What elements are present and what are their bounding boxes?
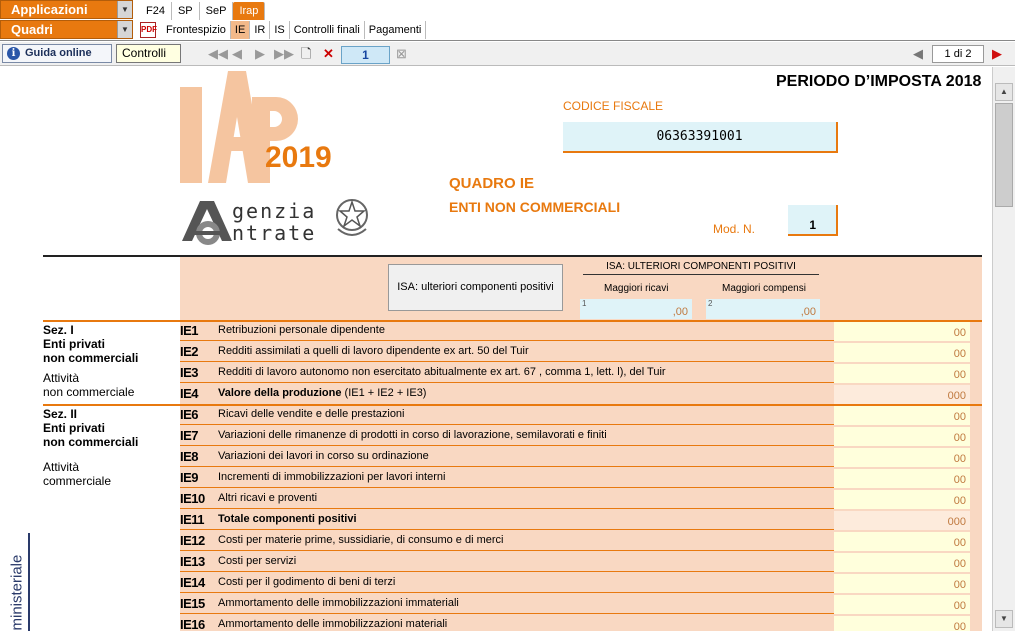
chevron-down-icon[interactable]: ▼	[117, 21, 132, 38]
tab-irap[interactable]: Irap	[233, 2, 265, 20]
vertical-scrollbar[interactable]	[992, 67, 1015, 631]
next-page-icon[interactable]: ▶	[255, 46, 265, 61]
row-total-field: 000	[834, 385, 970, 404]
prev-module-icon[interactable]: ◀	[913, 46, 923, 61]
chevron-down-icon[interactable]: ▼	[117, 1, 132, 18]
row-value-field[interactable]: 00	[834, 364, 970, 383]
row-value-field[interactable]: 00	[834, 595, 970, 614]
scroll-up-icon[interactable]: ▲	[995, 83, 1013, 101]
tab-sep[interactable]: SeP	[200, 2, 234, 20]
table-row	[180, 614, 834, 631]
section-1-title: Sez. I	[43, 323, 74, 337]
section-2-title: Sez. II	[43, 407, 78, 421]
tab-controlli-finali[interactable]: Controlli finali	[290, 21, 365, 39]
quadro-subtitle: ENTI NON COMMERCIALI	[449, 199, 621, 215]
table-row	[180, 404, 834, 425]
italian-emblem-icon	[334, 195, 370, 241]
tab-is[interactable]: IS	[270, 21, 289, 39]
row-code: IE11	[180, 512, 205, 527]
field-number: 2	[708, 299, 713, 308]
row-value-field[interactable]: 00	[834, 616, 970, 631]
table-row	[180, 593, 834, 614]
row-code: IE14	[180, 575, 205, 590]
first-page-icon[interactable]: ◀◀	[208, 46, 228, 61]
pdf-icon[interactable]: PDF	[140, 22, 156, 38]
close-page-icon[interactable]: ⊠	[396, 46, 407, 61]
row-desc: Ammortamento delle immobilizzazioni immateriali	[218, 597, 459, 609]
mod-number-field[interactable]: 1	[788, 205, 838, 236]
new-page-icon[interactable]: 🗋	[301, 46, 312, 61]
agenzia-text: genzia	[232, 199, 317, 223]
row-desc: Variazioni dei lavori in corso su ordinazione	[218, 450, 429, 462]
row-code: IE6	[180, 407, 199, 422]
section-1-sub2: non commerciale	[43, 385, 135, 399]
row-code: IE8	[180, 449, 199, 464]
row-desc: Redditi di lavoro autonomo non esercitato abitualmente ex art. 67 , comma 1, lett. l), del Tuir	[218, 366, 666, 378]
page-count: 1 di 2	[932, 45, 984, 63]
row-value-field[interactable]: 00	[834, 490, 970, 509]
row-code: IE3	[180, 365, 199, 380]
row-desc: Costi per servizi	[218, 555, 297, 567]
table-row	[180, 320, 834, 341]
codice-fiscale-field[interactable]: 06363391001	[563, 122, 838, 153]
codice-fiscale-label: CODICE FISCALE	[563, 99, 664, 113]
isa-maggiori-compensi-field[interactable]	[706, 299, 820, 319]
top-tabs	[140, 2, 265, 20]
applicazioni-dropdown[interactable]	[0, 0, 133, 19]
scroll-down-icon[interactable]: ▼	[995, 610, 1013, 628]
row-code: IE7	[180, 428, 199, 443]
next-module-icon[interactable]: ▶	[992, 46, 1002, 61]
row-code: IE16	[180, 617, 205, 631]
row-code: IE13	[180, 554, 205, 569]
row-code: IE15	[180, 596, 205, 611]
row-desc: Redditi assimilati a quelli di lavoro dipendente ex art. 50 del Tuir	[218, 345, 529, 357]
row-code: IE10	[180, 491, 205, 506]
section-1-line2: non commerciali	[43, 351, 139, 365]
tab-f24[interactable]: F24	[140, 2, 172, 20]
table-row	[180, 341, 834, 362]
controlli-tooltip: Controlli	[116, 44, 181, 63]
table-row	[180, 572, 834, 593]
row-desc-rest: (IE1 + IE2 + IE3)	[341, 387, 427, 399]
row-code: IE2	[180, 344, 199, 359]
row-desc-bold: Valore della produzione	[218, 387, 342, 399]
tab-ir[interactable]: IR	[250, 21, 270, 39]
section-1-line1: Enti privati	[43, 337, 106, 351]
row-desc	[218, 387, 426, 399]
row-desc: Altri ricavi e proventi	[218, 492, 318, 504]
table-row	[180, 383, 834, 404]
isa-title: ISA: ULTERIORI COMPONENTI POSITIVI	[583, 261, 819, 275]
row-desc: Costi per materie prime, sussidiarie, di consumo e di merci	[218, 534, 504, 546]
row-code: IE9	[180, 470, 199, 485]
row-value-field[interactable]: 00	[834, 574, 970, 593]
table-row	[180, 551, 834, 572]
form-document	[0, 67, 992, 631]
guida-online-button[interactable]	[2, 44, 112, 63]
row-desc: Costi per il godimento di beni di terzi	[218, 576, 396, 588]
row-value-field[interactable]: 00	[834, 448, 970, 467]
row-code: IE1	[180, 323, 199, 338]
row-desc: Ricavi delle vendite e delle prestazioni	[218, 408, 405, 420]
row-code: IE12	[180, 533, 205, 548]
field-value: ,00	[672, 306, 688, 318]
row-value-field[interactable]: 00	[834, 343, 970, 362]
table-row	[180, 530, 834, 551]
section-1-sub1: Attività	[43, 371, 80, 385]
field-number: 1	[582, 299, 587, 308]
isa-maggiori-compensi-label: Maggiori compensi	[722, 283, 806, 294]
scroll-thumb[interactable]	[995, 103, 1013, 207]
section-1-label	[43, 323, 138, 365]
table-row	[180, 509, 834, 530]
info-icon: i	[7, 47, 20, 60]
section-2-line2: non commerciali	[43, 435, 139, 449]
tab-sp[interactable]: SP	[172, 2, 200, 20]
isa-componenti-button[interactable]: ISA: ulteriori componenti positivi	[388, 264, 563, 311]
guida-online-label: Guida online	[25, 47, 92, 59]
side-label: ministeriale	[8, 554, 26, 631]
tab-frontespizio[interactable]: Frontespizio	[162, 21, 231, 39]
section-2-line1: Enti privati	[43, 421, 106, 435]
quadri-label: Quadri	[11, 22, 53, 37]
row-value-field[interactable]: 00	[834, 406, 970, 425]
row-desc: Ammortamento delle immobilizzazioni materiali	[218, 618, 448, 630]
row-value-field[interactable]: 00	[834, 553, 970, 572]
row-total-field: 000	[834, 511, 970, 530]
toolbar-divider	[0, 40, 1015, 41]
row-desc: Retribuzioni personale dipendente	[218, 324, 385, 336]
current-page-input[interactable]: 1	[341, 46, 390, 64]
mod-label: Mod. N.	[713, 222, 756, 236]
row-value-field[interactable]: 00	[834, 427, 970, 446]
quadro-title: QUADRO IE	[449, 175, 535, 192]
row-value-field[interactable]: 00	[834, 322, 970, 341]
applicazioni-label: Applicazioni	[11, 2, 88, 17]
tab-pagamenti[interactable]: Pagamenti	[365, 21, 427, 39]
table-row	[180, 425, 834, 446]
delete-page-icon[interactable]: ✕	[323, 46, 334, 61]
logo-year: 2019	[265, 141, 332, 174]
periodo-imposta: PERIODO D’IMPOSTA 2018	[776, 73, 982, 90]
tab-ie[interactable]: IE	[231, 21, 250, 39]
isa-maggiori-ricavi-field[interactable]	[580, 299, 692, 319]
field-value: ,00	[800, 306, 816, 318]
table-row	[180, 488, 834, 509]
row-desc-bold: Totale componenti positivi	[218, 513, 357, 525]
last-page-icon[interactable]: ▶▶	[274, 46, 294, 61]
row-value-field[interactable]: 00	[834, 469, 970, 488]
entrate-text: ntrate	[232, 221, 317, 245]
prev-page-icon[interactable]: ◀	[232, 46, 242, 61]
section-2-label	[43, 407, 138, 449]
isa-maggiori-ricavi-label: Maggiori ricavi	[604, 283, 669, 294]
row-desc: Variazioni delle rimanenze di prodotti in corso di lavorazione, semilavorati e finiti	[218, 429, 607, 441]
sub-tabs	[140, 21, 426, 39]
row-code: IE4	[180, 386, 199, 401]
section-2-sub1: Attività	[43, 460, 80, 474]
section-1-sublabel	[43, 371, 134, 399]
quadri-dropdown[interactable]	[0, 20, 133, 39]
section-2-sub2: commerciale	[43, 474, 112, 488]
section-2-sublabel	[43, 460, 111, 488]
table-row	[180, 467, 834, 488]
table-row	[180, 362, 834, 383]
row-desc	[218, 513, 357, 525]
table-row	[180, 446, 834, 467]
row-desc: Incrementi di immobilizzazioni per lavori interni	[218, 471, 446, 483]
navigation-bar	[0, 42, 1015, 66]
side-rule	[28, 533, 30, 631]
row-value-field[interactable]: 00	[834, 532, 970, 551]
